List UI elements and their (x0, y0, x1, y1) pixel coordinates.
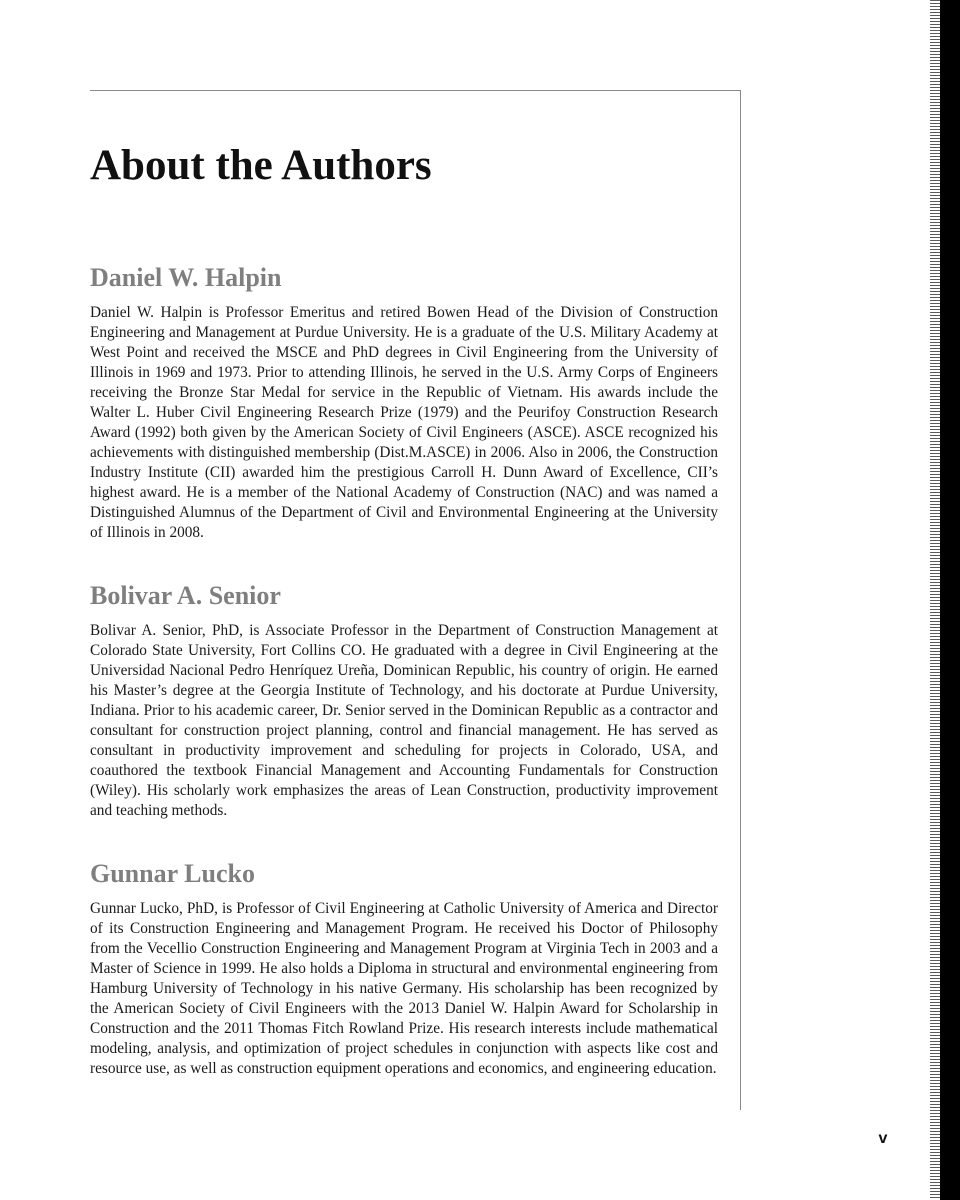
margin-rule (740, 90, 741, 1110)
page-edge-band (940, 0, 960, 1200)
author-section-halpin (90, 263, 718, 543)
page-title: About the Authors (90, 142, 432, 189)
header-rule (90, 90, 741, 91)
author-bio: Gunnar Lucko, PhD, is Professor of Civil Engineering at Catholic University of America and Director of its Construction Engineering and Management Program. He received his Doctor of Philosophy from the Vecellio Construction Engineering and Management Program at Virginia Tech in 2003 and a Master of Science in 1999. He also holds a Diploma in structural and environmental engineering from Hamburg University of Technology in his native Germany. His scholarship has been recognized by the American Society of Civil Engineers with the 2013 Daniel W. Halpin Award for Scholarship in Construction and the 2011 Thomas Fitch Rowland Prize. His research interests include mathematical modeling, analysis, and optimization of project schedules in conjunction with aspects like cost and resource use, as well as construction equipment operations and economics, and engineering education. (90, 900, 718, 1077)
author-name: Gunnar Lucko (90, 859, 255, 888)
author-bio: Daniel W. Halpin is Professor Emeritus and retired Bowen Head of the Division of Construction Engineering and Management at Purdue University. He is a graduate of the U.S. Military Academy at West Point and received the MSCE and PhD degrees in Civil Engineering from the University of Illinois in 1969 and 1973. Prior to attending Illinois, he served in the U.S. Army Corps of Engineers receiving the Bronze Star Medal for service in the Republic of Vietnam. His awards include the Walter L. Huber Civil Engineering Research Prize (1979) and the Peurifoy Construction Research Award (1992) both given by the American Society of Civil Engineers (ASCE). ASCE recognized his achievements with distinguished membership (Dist.M.ASCE) in 2006. Also in 2006, the Construction Industry Institute (CII) awarded him the prestigious Carroll H. Dunn Award of Excellence, CII’s highest award. He is a member of the National Academy of Construction (NAC) and was named a Distinguished Alumnus of the Department of Civil and Environmental Engineering at the University of Illinois in 2008. (90, 304, 718, 541)
page-number: v (878, 1130, 888, 1147)
author-section-senior (90, 581, 718, 821)
author-bio: Bolivar A. Senior, PhD, is Associate Professor in the Department of Construction Management at Colorado State University, Fort Collins CO. He graduated with a degree in Civil Engineering at the Universidad Nacional Pedro Henríquez Ureña, Dominican Republic, his country of origin. He earned his Master’s degree at the Georgia Institute of Technology, and his doctorate at Purdue University, Indiana. Prior to his academic career, Dr. Senior served in the Dominican Republic as a contractor and consultant for construction project planning, control and financial management. He has served as consultant in productivity improvement and scheduling for projects in Colorado, USA, and coauthored the textbook Financial Management and Accounting Fundamentals for Construction (Wiley). His scholarly work emphasizes the areas of Lean Construction, productivity improvement and teaching methods. (90, 622, 718, 819)
thumb-index-stripes (930, 0, 940, 1200)
author-name: Bolivar A. Senior (90, 581, 281, 610)
author-name: Daniel W. Halpin (90, 263, 282, 292)
author-section-lucko (90, 859, 718, 1079)
